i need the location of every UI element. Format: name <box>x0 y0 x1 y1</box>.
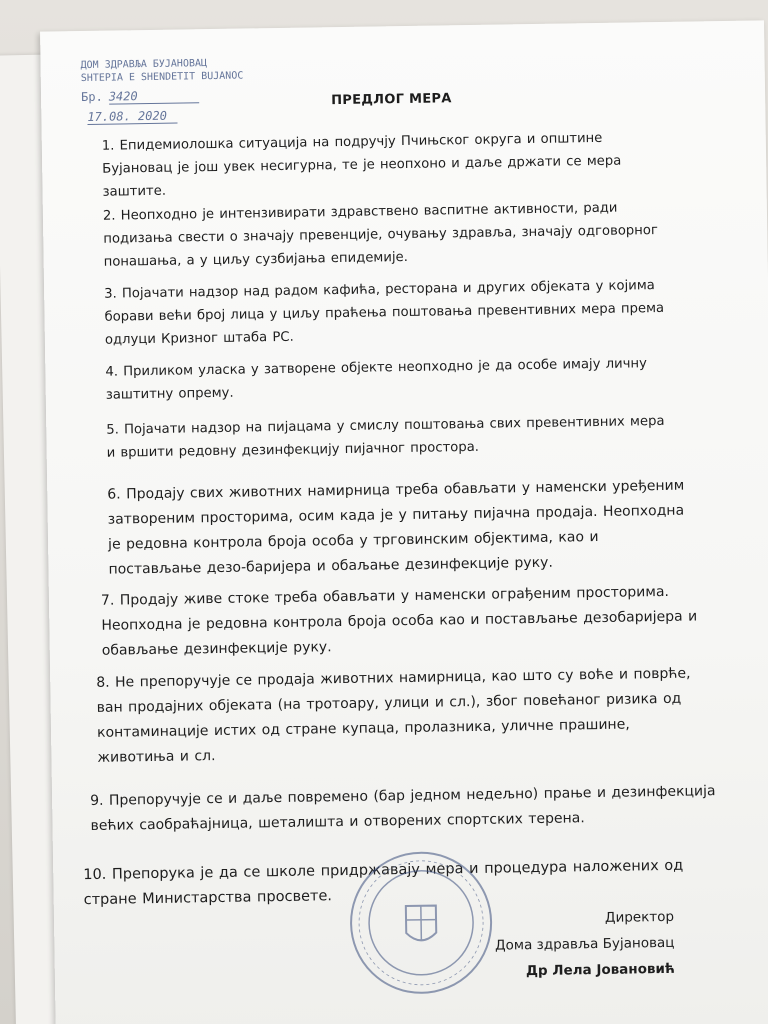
measure-item-3: 3. Појачати надзор над радом кафића, ресторана и других објеката у којима борави већи број лица у циљу праћења поштовања превентивних мера према одлуци Кризног штаба РС. <box>104 278 665 348</box>
measure-item-5: 5. Појачати надзор на пијацама у смислу поштовања свих превентивних мера и вршити редовну дезинфекцију пијачног простора. <box>106 413 665 461</box>
measure-item-6: 6. Продају свих животних намирница треба обављати у наменски уређеним затвореним просторима, осим када је у питању пијачна продаја. Неопходна је редовна контрола броја особа у трговинским објектима, као и постављање дезо-баријера и обаљање дезинфекције руку. <box>107 477 685 578</box>
stamp-line-1: ДОМ ЗДРАВЉА БУЈАНОВАЦ <box>80 58 208 72</box>
stamp-line-2: SHTEPIA E SHENDETIT BUJANOC <box>80 70 244 85</box>
registry-stamp <box>80 56 281 125</box>
document-page <box>40 20 768 1024</box>
signature-institution: Дома здравља Бујановац <box>494 934 675 954</box>
registry-number-row <box>81 88 281 105</box>
measure-item-9: 9. Препоручује се и даље повремено (бар једном недељно) прање и дезинфекција већих саобраћајница, шеталишта и отворених спортских терена. <box>90 783 716 834</box>
registry-number-label: Бр. <box>80 89 103 105</box>
signature-role: Директор <box>604 908 675 926</box>
signature-name: Др Лела Јовановић <box>525 960 675 980</box>
measure-item-2: 2. Неопходно је интензивирати здравствено васпитне активности, ради подизања свести о значају превенције, очувању здравља, значају одговорног понашања, а у циљу сузбијања епидемије. <box>102 200 658 270</box>
document-title: ПРЕДЛОГ МЕРА <box>331 91 452 109</box>
signature-block <box>414 904 675 986</box>
registry-number: 3420 <box>109 89 199 104</box>
measure-item-1: 1. Епидемиолошка ситуација на подручју Пчињског округа и општине Бујановац је још увек несигурна, те је неопхоно и даље држати се мера заштите. <box>101 130 622 200</box>
registry-date: 17.08. 2020 <box>87 110 177 125</box>
measure-item-10: 10. Препорука је да се школе придржавају мера и процедура наложених од стране Министарства просвете. <box>83 857 684 909</box>
measure-item-4: 4. Приликом уласка у затворене објекте неопходно је да особе имају личну заштитну опрему. <box>105 356 647 403</box>
registry-date-row <box>81 108 281 125</box>
measure-item-7: 7. Продају живе стоке треба обављати у наменски ограђеним просторима. Неопходна је редовна контрола броја особа као и постављање дезобаријера и обављање дезинфекције руку. <box>100 583 698 659</box>
measure-item-8: 8. Не препоручује се продаја животних намирница, као што су воће и поврће, ван продајних објеката (на тротоару, улици и сл.), због повећаног ризика од контаминације истих од стране купаца, пролазника, уличне прашине, животиња и сл. <box>96 665 691 766</box>
